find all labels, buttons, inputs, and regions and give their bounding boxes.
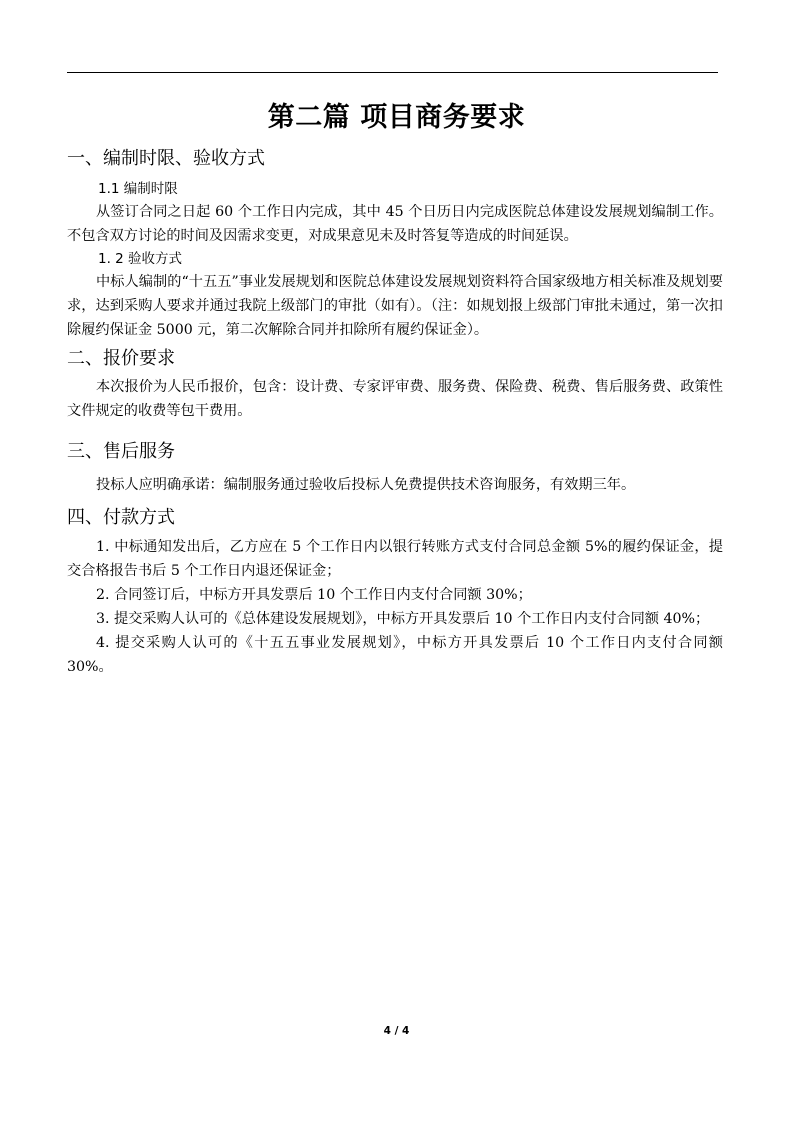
section-heading-payment: 四、付款方式 — [67, 507, 175, 528]
acceptance-paragraph: 中标人编制的“十五五”事业发展规划和医院总体建设发展规划资料符合国家级地方相关标准及规划要求，达到采购人要求并通过我院上级部门的审批（如有）。（注：如规划报上级部门审批未通过，第一次扣除履约保证金 5000 元，第二次解除合同并扣除所有履约保证金）。 — [67, 274, 723, 338]
subsection-heading-timeline: 1.1 编制时限 — [98, 181, 178, 197]
document-title: 第二篇 项目商务要求 — [267, 102, 526, 133]
subsection-heading-acceptance: 1. 2 验收方式 — [98, 251, 183, 267]
header-rule — [67, 72, 718, 73]
payment-item: 2. 合同签订后，中标方开具发票后 10 个工作日内支付合同额 30%； — [96, 587, 532, 603]
payment-item: 3. 提交采购人认可的《总体建设发展规划》，中标方开具发票后 10 个工作日内支付合同额 40%； — [96, 611, 710, 627]
page-number: 4 / 4 — [383, 1025, 410, 1037]
section-heading-quotation: 二、报价要求 — [67, 348, 175, 369]
document-body — [67, 146, 723, 679]
timeline-paragraph: 从签订合同之日起 60 个工作日内完成，其中 45 个日历日内完成医院总体建设发展规划编制工作。不包含双方讨论的时间及因需求变更，对成果意见未及时答复等造成的时间延误。 — [67, 204, 723, 244]
section-heading-after-sales: 三、售后服务 — [67, 441, 175, 462]
after-sales-paragraph: 投标人应明确承诺：编制服务通过验收后投标人免费提供技术咨询服务，有效期三年。 — [96, 477, 636, 493]
payment-item: 4. 提交采购人认可的《十五五事业发展规划》，中标方开具发票后 10 个工作日内支付合同额 30%。 — [67, 635, 723, 675]
payment-item: 1. 中标通知发出后，乙方应在 5 个工作日内以银行转账方式支付合同总金额 5%的履约保证金，提交合格报告书后 5 个工作日内退还保证金； — [67, 539, 723, 579]
quotation-paragraph: 本次报价为人民币报价，包含：设计费、专家评审费、服务费、保险费、税费、售后服务费、政策性文件规定的收费等包干费用。 — [67, 379, 723, 419]
section-heading-timeline-acceptance: 一、编制时限、验收方式 — [67, 148, 265, 169]
